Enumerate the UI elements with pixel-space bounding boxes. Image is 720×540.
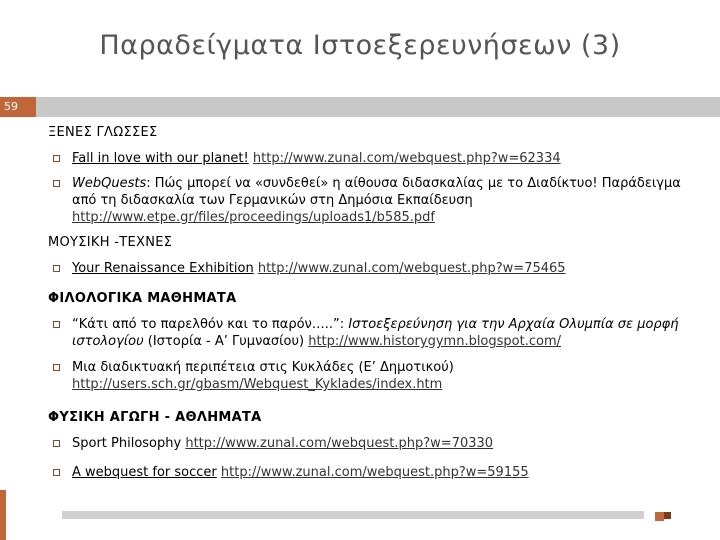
slide-title: Παραδείγματα Ιστοεξερευνήσεων (3) [99,30,621,61]
bullet-icon [53,180,60,187]
list-item [48,464,703,481]
footer-square-icon [664,512,671,519]
list-music [48,260,703,277]
webquest-link[interactable]: http://www.zunal.com/webquest.php?w=75465 [257,261,566,276]
list-item [48,260,703,277]
bullet-icon [53,469,60,476]
list-item [48,150,703,167]
left-accent-bar [0,490,6,540]
webquest-title: A webquest for soccer [72,465,217,480]
webquest-title: Sport Philosophy [72,436,182,451]
webquest-link[interactable]: http://www.historygymn.blogspot.com/ [308,334,561,349]
list-item [48,175,703,226]
list-item [48,359,703,393]
item-quote: “Κάτι από το παρελθόν και το παρόν…..”: [72,317,349,332]
list-item [48,435,703,452]
item-text: : Πώς μπορεί να «συνδεθεί» η αίθουσα διδασκαλίας με το Διαδίκτυο! Παράδειγμα από τη διδασκαλία των Γερμανικών στη Δημόσια Εκπαίδευση [72,176,681,208]
slide-content [48,124,703,481]
webquest-link[interactable]: http://www.zunal.com/webquest.php?w=59155 [220,465,529,480]
slide-number: 59 [0,97,36,117]
webquest-link[interactable]: http://www.zunal.com/webquest.php?w=70330 [185,436,494,451]
bullet-icon [53,155,60,162]
webquest-link[interactable]: http://users.sch.gr/gbasm/Webquest_Kyklades/index.htm [72,377,443,392]
webquest-title: Fall in love with our planet! [72,151,249,166]
footer-square-icon [655,512,664,521]
bullet-icon [53,265,60,272]
webquest-link[interactable]: http://www.zunal.com/webquest.php?w=62334 [252,151,561,166]
item-text: Μια διαδικτυακή περιπέτεια στις Κυκλάδες (Ε’ Δημοτικού) [72,360,454,375]
item-italic-text: Ιστοεξερεύνηση για την Αρχαία Ολυμπία σε μορφή ιστολογίου [72,317,679,349]
webquest-link[interactable]: http://www.etpe.gr/files/proceedings/uploads1/b585.pdf [72,210,435,225]
section-heading-foreign-languages: ΞΕΝΕΣ ΓΛΩΣΣΕΣ [48,125,158,140]
list-item [48,316,703,350]
bullet-icon [53,440,60,447]
footer-bar [62,511,644,519]
item-text: (Ιστορία - Α’ Γυμνασίου) [143,334,309,349]
list-foreign-languages [48,150,703,226]
section-heading-philology: ΦΙΛΟΛΟΓΙΚΑ ΜΑΘΗΜΑΤΑ [48,291,237,306]
webquest-title: Your Renaissance Exhibition [72,261,254,276]
item-italic-text: WebQuests [72,176,147,191]
header-band [0,97,720,117]
section-heading-sports: ΦΥΣΙΚΗ ΑΓΩΓΗ - ΑΘΛΗΜΑΤΑ [48,410,262,425]
list-philology [48,316,703,393]
bullet-icon [53,364,60,371]
bullet-icon [53,321,60,328]
section-heading-music: ΜΟΥΣΙΚΗ -ΤΕΧΝΕΣ [48,235,173,250]
list-sports [48,435,703,481]
